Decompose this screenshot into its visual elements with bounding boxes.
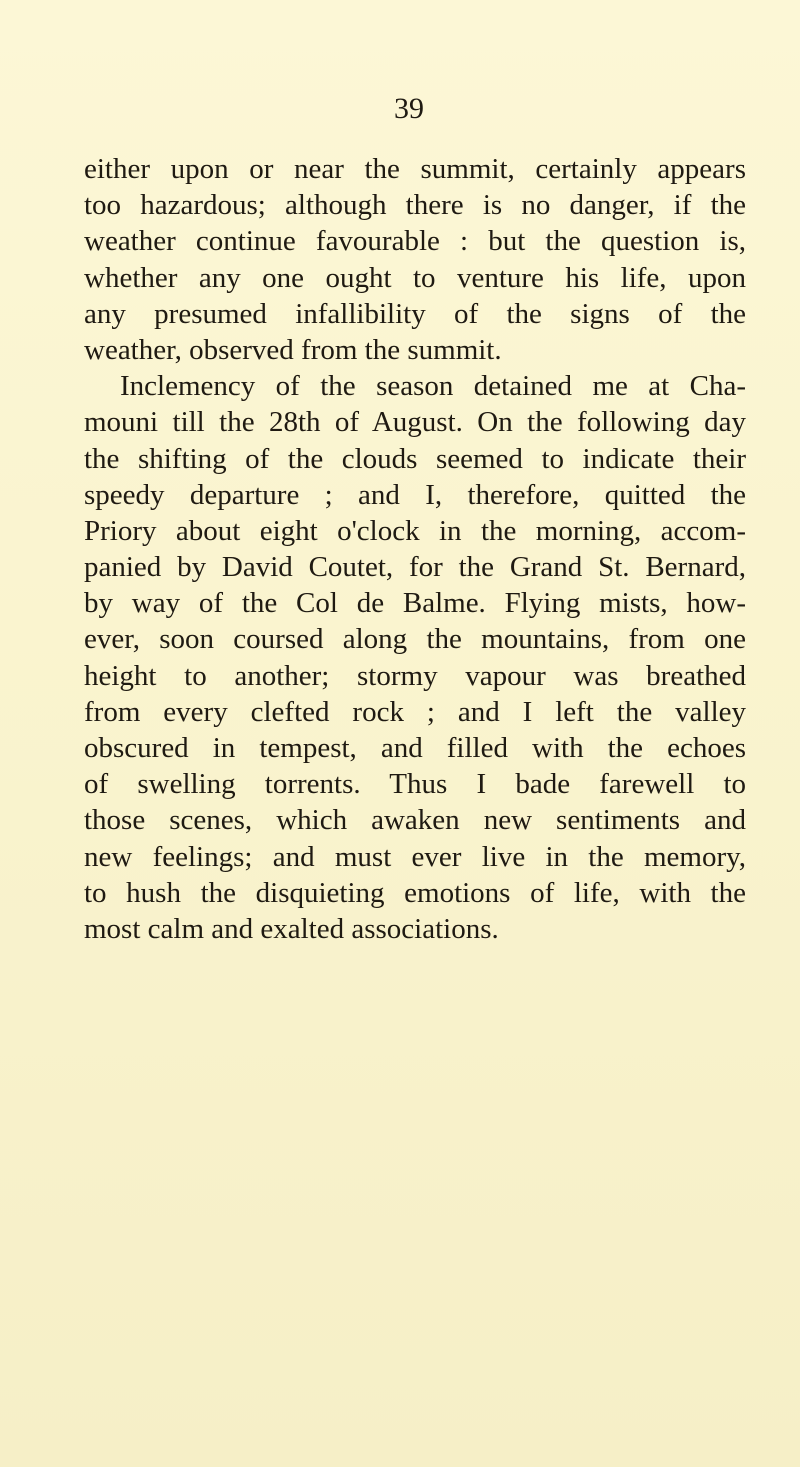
text-line: whether any one ought to venture his life, upon xyxy=(84,261,746,294)
text-line: to hush the disquieting emotions of life, with the xyxy=(84,876,746,909)
text-line: mouni till the 28th of August. On the following day xyxy=(84,406,746,439)
text-line: panied by David Coutet, for the Grand St. Bernard, xyxy=(84,551,746,584)
text-line: Priory about eight o'clock in the morning, accom- xyxy=(84,514,746,547)
text-line: speedy departure ; and I, therefore, quitted the xyxy=(84,478,746,511)
text-line: from every clefted rock ; and I left the valley xyxy=(84,695,746,728)
text-line: height to another; stormy vapour was breathed xyxy=(84,659,746,692)
text-line: those scenes, which awaken new sentiments and xyxy=(84,804,746,837)
text-line: either upon or near the summit, certainly appears xyxy=(84,153,746,185)
text-line: too hazardous; although there is no danger, if the xyxy=(84,189,746,222)
text-line: by way of the Col de Balme. Flying mists, how- xyxy=(84,587,746,620)
text-line: the shifting of the clouds seemed to indicate their xyxy=(84,442,746,475)
text-line: new feelings; and must ever live in the memory, xyxy=(84,840,746,873)
text-line: weather, observed from the summit. xyxy=(84,333,502,366)
text-line: most calm and exalted associations. xyxy=(84,912,499,945)
text-line: ever, soon coursed along the mountains, from one xyxy=(84,623,746,656)
text-line: Inclemency of the season detained me at Cha- xyxy=(120,370,746,403)
text-line: weather continue favourable : but the question is, xyxy=(84,225,746,258)
page-number: 39 xyxy=(394,92,424,125)
text-line: obscured in tempest, and filled with the echoes xyxy=(84,732,746,764)
text-line: of swelling torrents. Thus I bade farewell to xyxy=(84,768,746,801)
text-line: any presumed infallibility of the signs of the xyxy=(84,297,746,330)
body-text xyxy=(84,151,746,947)
